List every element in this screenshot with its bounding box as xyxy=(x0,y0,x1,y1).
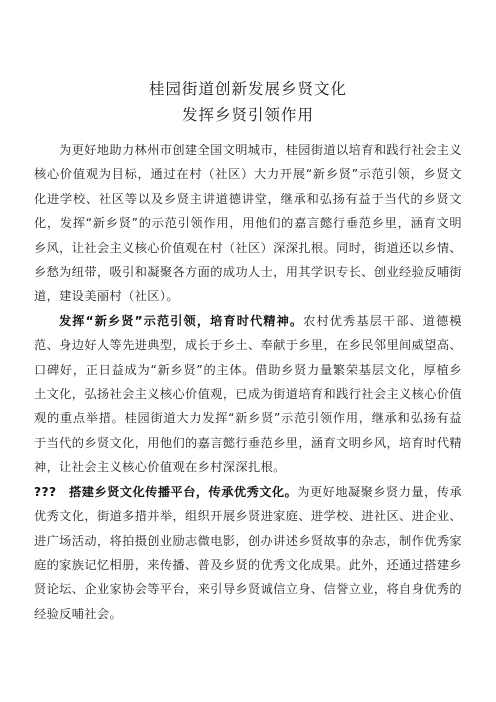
title-line-1: 桂园街道创新发展乡贤文化 xyxy=(148,80,347,98)
title-line-2: 发挥乡贤引领作用 xyxy=(181,106,314,124)
paragraph-3-heading: 搭建乡贤文化传播平台，传承优秀文化。 xyxy=(69,484,298,499)
paragraph-3-marker: ??? xyxy=(34,484,57,499)
paragraph-2-body: 农村优秀基层干部、道德模范、身边好人等先进典型，成长于乡土、奉献于乡里，在乡民邻里间威望高、口碑好，正日益成为“新乡贤”的主体。借助乡贤力量繁荣基层文化，厚植乡土文化，弘扬社会主义核心价值观，已成为街道培育和践行社会主义核心价值观的重点举措。桂园街道大力发挥“新乡贤”示范引领作用，继承和弘扬有益于当代的乡贤文化，用他们的嘉言懿行垂范乡里，涵育文明乡风，培育时代精神，让社会主义核心价值观在乡村深深扎根。 xyxy=(34,313,462,475)
paragraph-2-heading: 发挥“新乡贤”示范引领，培育时代精神。 xyxy=(59,313,304,328)
paragraph-1: 为更好地助力林州市创建全国文明城市，桂园街道以培育和践行社会主义核心价值观为目标，通过在村（社区）大力开展“新乡贤”示范引领，乡贤文化进学校、社区等以及乡贤主讲道德讲堂，继承和弘扬有益于当代的乡贤文化，发挥“新乡贤”的示范引领作用，用他们的嘉言懿行垂范乡里，涵育文明乡风，让社会主义核心价值观在村（社区）深深扎根。同时，街道还以乡情、乡愁为纽带，吸引和凝聚各方面的成功人士，用其学识专长、创业经验反哺街道，建设美丽村（社区）。 xyxy=(34,143,462,304)
paragraph-2 xyxy=(34,309,462,480)
paragraph-3 xyxy=(34,480,462,626)
paragraph-3-body: 为更好地凝聚乡贤力量，传承优秀文化，街道多措并举，组织开展乡贤进家庭、进学校、进社区、进企业、进广场活动，将拍摄创业励志微电影，创办讲述乡贤故事的杂志，制作优秀家庭的家族记忆相册，来传播、普及乡贤的优秀文化成果。此外，还通过搭建乡贤论坛、企业家协会等平台，来引导乡贤诚信立身、信誉立业，将自身优秀的经验反哺社会。 xyxy=(34,484,463,621)
